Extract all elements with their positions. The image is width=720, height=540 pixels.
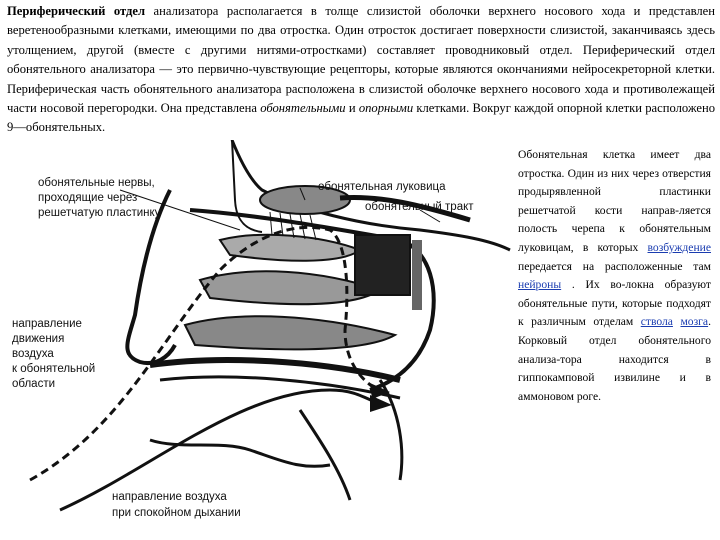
label-bulb: обонятельная луковица (318, 181, 446, 193)
paragraph-text: Обонятельная клетка имеет два отростка. Один из них через отверстия продырявленной пластинки решетчатой кости направ-ляется полость черепа к обонятельным луковицам, в которых (518, 148, 711, 254)
label-calm: направление воздуха (112, 491, 227, 503)
paragraph-text: . Их во-локна образуют обонятельные пути, которые подходят к различным отделам (518, 278, 711, 329)
label-direction: движения (12, 333, 65, 345)
inferior-turbinate (185, 316, 395, 349)
paragraph-text: и (345, 101, 359, 116)
italic-term-olfactory: обонятельными (260, 101, 346, 116)
paragraph-text: . Корковый отдел обонятельного анализа-тора находится в гиппокамповой извилине и в аммоновом роге. (518, 315, 711, 403)
label-direction: направление (12, 318, 82, 330)
label-direction: области (12, 378, 56, 390)
top-paragraph (7, 2, 715, 138)
label-tract: обонятельный тракт (365, 201, 474, 213)
paragraph-text: передается на расположенные там (518, 259, 711, 273)
lead-bold-text: Периферический отдел (7, 4, 146, 18)
link-excitation[interactable]: возбуждение (647, 240, 711, 254)
air-path-olfactory (30, 227, 378, 480)
label-nerves: проходящие через (38, 192, 138, 204)
label-calm: при спокойном дыхании (112, 507, 241, 519)
italic-term-supporting: опорными (358, 101, 414, 116)
paragraph-text: клетками. Вокруг каждой опорной клетки расположено 9—обонятельных. (7, 101, 715, 135)
nasal-cavity-drawing (0, 140, 515, 540)
right-paragraph (518, 146, 711, 406)
link-trunk[interactable]: ствола (640, 315, 673, 329)
link-neurons[interactable]: нейроны (518, 278, 562, 292)
link-brain[interactable]: мозга (680, 315, 709, 329)
label-nerves: обонятельные нервы, (38, 177, 155, 189)
paragraph-text: анализатора располагается в толще слизистой оболочки верхнего носового хода и представлен веретенообразными клетками, имеющими по два отростка. Один отросток достигает поверхности слизистой, заканчиваясь здесь утолщением, другой (вместе с другими нитями-отростками) составляет проводниковый отдел. Периферический отдел обонятельного анализатора — это первично-чувствующие рецепторы, которые являются окончаниями нейросекреторной клетки. Периферическая часть обонятельного анализатора расположена в слизистой оболочке верхнего носового хода и противолежащей части носовой перегородки. Она представлена (7, 4, 715, 116)
label-nerves: решетчатую пластинку (38, 207, 161, 219)
middle-turbinate (200, 271, 380, 304)
sphenoid-sinus (355, 235, 410, 295)
label-direction: к обонятельной (12, 363, 96, 375)
label-direction: воздуха (12, 348, 54, 360)
nasal-cavity-figure (0, 140, 515, 540)
